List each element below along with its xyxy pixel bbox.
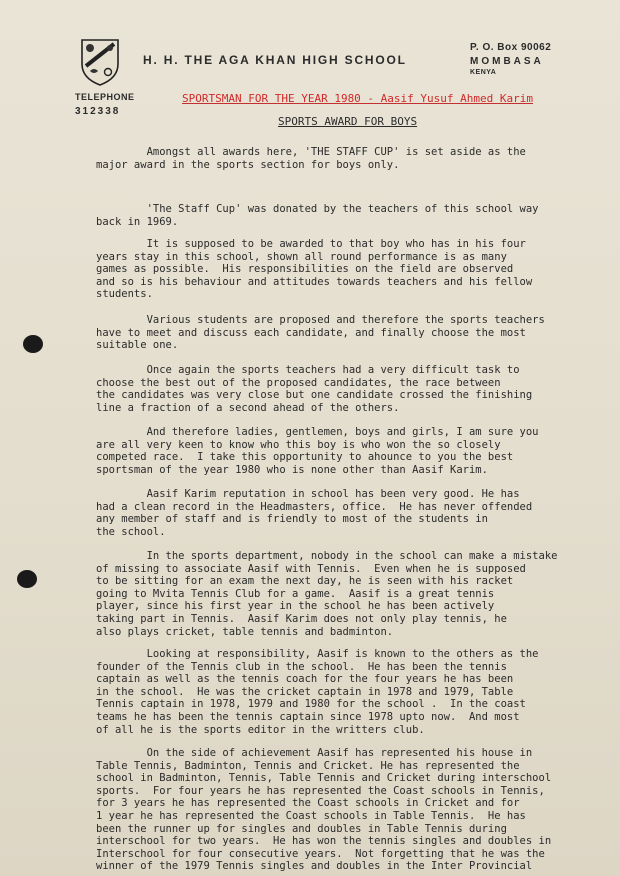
document-subtitle: SPORTS AWARD FOR BOYS	[278, 115, 418, 128]
paragraph-reputation: Aasif Karim reputation in school has been very good. He has had a clean record in the Headmasters, office. He has never offended any member of staff and is friendly to most of the students in the school.	[96, 488, 533, 538]
paragraph-achievement: On the side of achievement Aasif has represented his house in Table Tennis, Badminton, Tennis and Cricket. He has represented the school in Badminton, Tennis, Table Tennis and Cricket during interschool sports. For four years he has represented the Coast schools in Tennis, for 3 years he has represented the Coast schools in Cricket and for 1 year he has represented the Coast schools in Table Tennis. He has been the runner up for singles and doubles in Table Tennis during interschool for two years. He has won the tennis singles and doubles in Interschool for four consecutive years. Not forgetting that he was the winner of the 1979 Tennis singles and doubles in the Inter Provincial	[96, 747, 552, 873]
paragraph-donation: 'The Staff Cup' was donated by the teachers of this school way back in 1969.	[96, 203, 539, 228]
telephone-number: 312338	[75, 106, 121, 117]
paragraph-intro: Amongst all awards here, 'THE STAFF CUP' is set aside as the major award in the sports section for boys only.	[96, 146, 526, 171]
paragraph-announcement: And therefore ladies, gentlemen, boys and girls, I am sure you are all very keen to know who this boy is who won the so closely competed race. I take this opportunity to ahounce to you the best sportsman of the year 1980 who is none other than Aasif Karim.	[96, 426, 539, 476]
paragraph-responsibility: Looking at responsibility, Aasif is known to the others as the founder of the Tennis club in the school. He has been the tennis captain as well as the tennis coach for the four years he has been in the school. He was the cricket captain in 1978 and 1979, Table Tennis captain in 1978, 1979 and 1980 for the school . In the coast teams he has been the tennis captain since 1978 upto now. And most of all he is the sports editor in the writters club.	[96, 648, 539, 736]
address-country: KENYA	[470, 69, 497, 76]
school-crest-logo	[80, 38, 120, 86]
postal-address	[470, 42, 551, 76]
paragraph-criteria: It is supposed to be awarded to that boy who has in his four years stay in this school, shown all round performance is as many games as possible. His responsibilities on the field are observed and so is his behaviour and attitudes towards teachers and his fellow students.	[96, 238, 533, 301]
address-city: MOMBASA	[470, 56, 544, 67]
punch-hole-top	[23, 335, 43, 353]
paragraph-selection: Various students are proposed and therefore the sports teachers have to meet and discuss each candidate, and finally choose the most suitable one.	[96, 314, 545, 352]
paragraph-race: Once again the sports teachers had a very difficult task to choose the best out of the proposed candidates, the race between the candidates was very close but one candidate crossed the finishing line a fraction of a second ahead of the others.	[96, 364, 533, 414]
paragraph-sports-department: In the sports department, nobody in the school can make a mistake of missing to associate Aasif with Tennis. Even when he is supposed to be sitting for an exam the next day, he is seen with his racket going to Mvita Tennis Club for a game. Aasif is a great tennis player, since his first year in the school he has been actively taking part in Tennis. Aasif Karim does not only play tennis, he also plays cricket, table tennis and badminton.	[96, 550, 558, 638]
po-box: P. O. Box 90062	[470, 42, 552, 53]
telephone-label: TELEPHONE	[75, 92, 135, 102]
punch-hole-bottom	[17, 570, 37, 588]
school-name: H. H. THE AGA KHAN HIGH SCHOOL	[143, 53, 407, 67]
document-title: SPORTSMAN FOR THE YEAR 1980 - Aasif Yusuf Ahmed Karim	[182, 92, 533, 105]
